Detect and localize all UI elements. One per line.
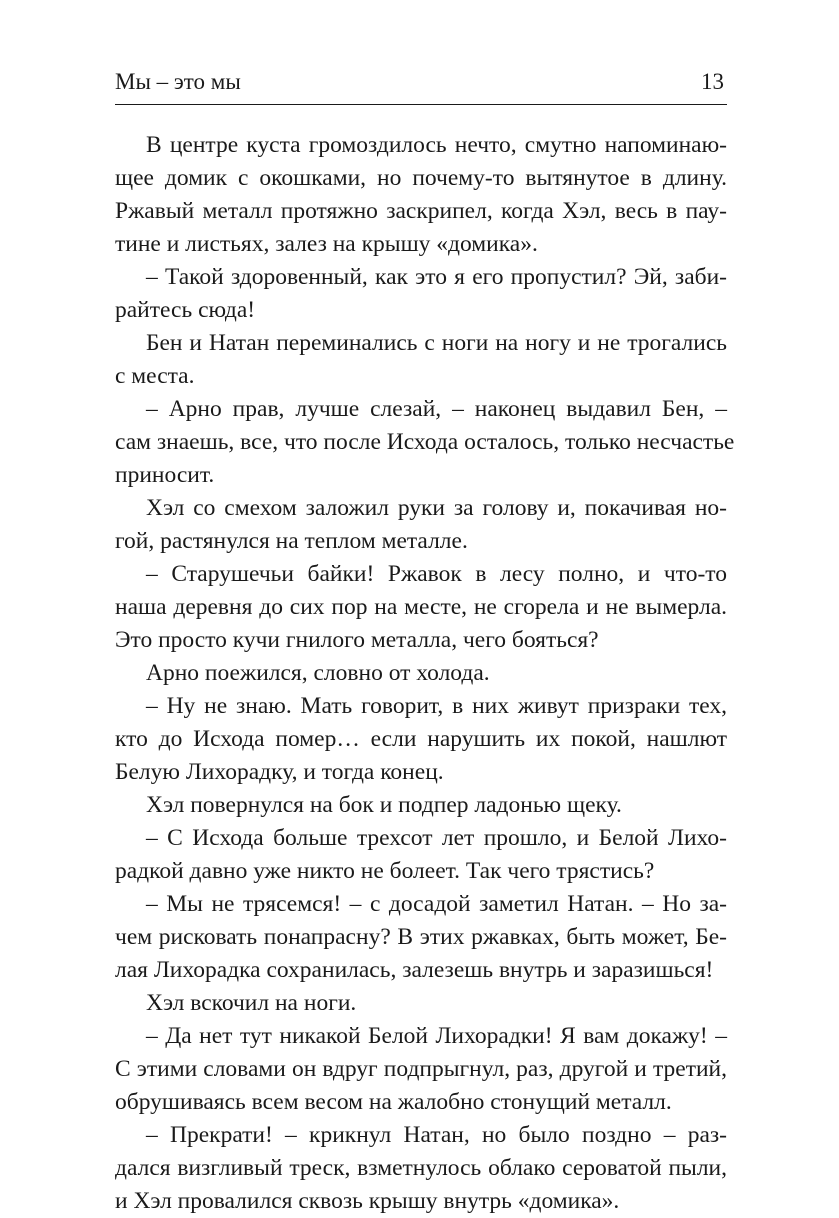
text-line: с места. (115, 363, 195, 389)
text-line: – Такой здоровенный, как это я его пропустил? Эй, заби- (146, 264, 727, 290)
text-line: Бен и Натан переминались с ноги на ногу и не трогались (146, 330, 727, 356)
running-title: Мы – это мы (115, 69, 241, 94)
text-line: Белую Лихорадку, и тогда конец. (115, 759, 444, 785)
text-line: – С Исхода больше трехсот лет прошло, и Белой Лихо- (146, 825, 727, 851)
text-line: гой, растянулся на теплом металле. (115, 528, 468, 554)
text-line: Это просто кучи гнилого металла, чего бояться? (115, 627, 599, 653)
text-line: Хэл повернулся на бок и подпер ладонью щеку. (146, 792, 622, 818)
text-line: В центре куста громоздилось нечто, смутно напоминаю- (146, 132, 727, 158)
text-line: Хэл со смехом заложил руки за голову и, покачивая но- (146, 495, 727, 521)
text-line: чем рисковать понапрасну? В этих ржавках, быть может, Бе- (115, 924, 727, 950)
text-line: приносит. (115, 462, 215, 488)
body-text (115, 129, 735, 1218)
text-line: лая Лихорадка сохранилась, залезешь внутрь и заразишься! (115, 957, 714, 983)
text-line: – Да нет тут никакой Белой Лихорадки! Я вам докажу! – (146, 1023, 727, 1049)
text-line: и Хэл провалился сквозь крышу внутрь «домика». (115, 1188, 620, 1214)
text-line: – Прекрати! – крикнул Натан, но было поздно – раз- (146, 1122, 727, 1148)
text-line: Ржавый металл протяжно заскрипел, когда Хэл, весь в пау- (115, 198, 727, 224)
text-line: Хэл вскочил на ноги. (146, 990, 357, 1016)
running-header (115, 66, 724, 98)
text-line: сам знаешь, все, что после Исхода осталось, только несчастье (115, 429, 735, 455)
text-line: – Ну не знаю. Мать говорит, в них живут призраки тех, (146, 693, 727, 719)
page-number: 13 (701, 69, 724, 94)
text-line: щее домик с окошками, но почему-то вытянутое в длину. (115, 165, 727, 191)
text-line: радкой давно уже никто не болеет. Так чего трястись? (115, 858, 655, 884)
text-line: – Старушечьи байки! Ржавок в лесу полно, и что-то (146, 561, 727, 587)
text-line: С этими словами он вдруг подпрыгнул, раз, другой и третий, (115, 1056, 727, 1082)
text-line: кто до Исхода помер… если нарушить их покой, нашлют (115, 726, 727, 752)
text-line: – Мы не трясемся! – с досадой заметил Натан. – Но за- (146, 891, 727, 917)
text-line: тине и листьях, залез на крышу «домика». (115, 231, 538, 257)
text-line: дался визгливый треск, взметнулось облако сероватой пыли, (115, 1155, 727, 1181)
text-line: Арно поежился, словно от холода. (146, 660, 490, 686)
text-line: обрушиваясь всем весом на жалобно стонущий металл. (115, 1089, 672, 1115)
text-line: наша деревня до сих пор на месте, не сгорела и не вымерла. (115, 594, 727, 620)
text-line: – Арно прав, лучше слезай, – наконец выдавил Бен, – (146, 396, 727, 422)
text-line: райтесь сюда! (115, 297, 256, 323)
header-rule (115, 104, 727, 105)
